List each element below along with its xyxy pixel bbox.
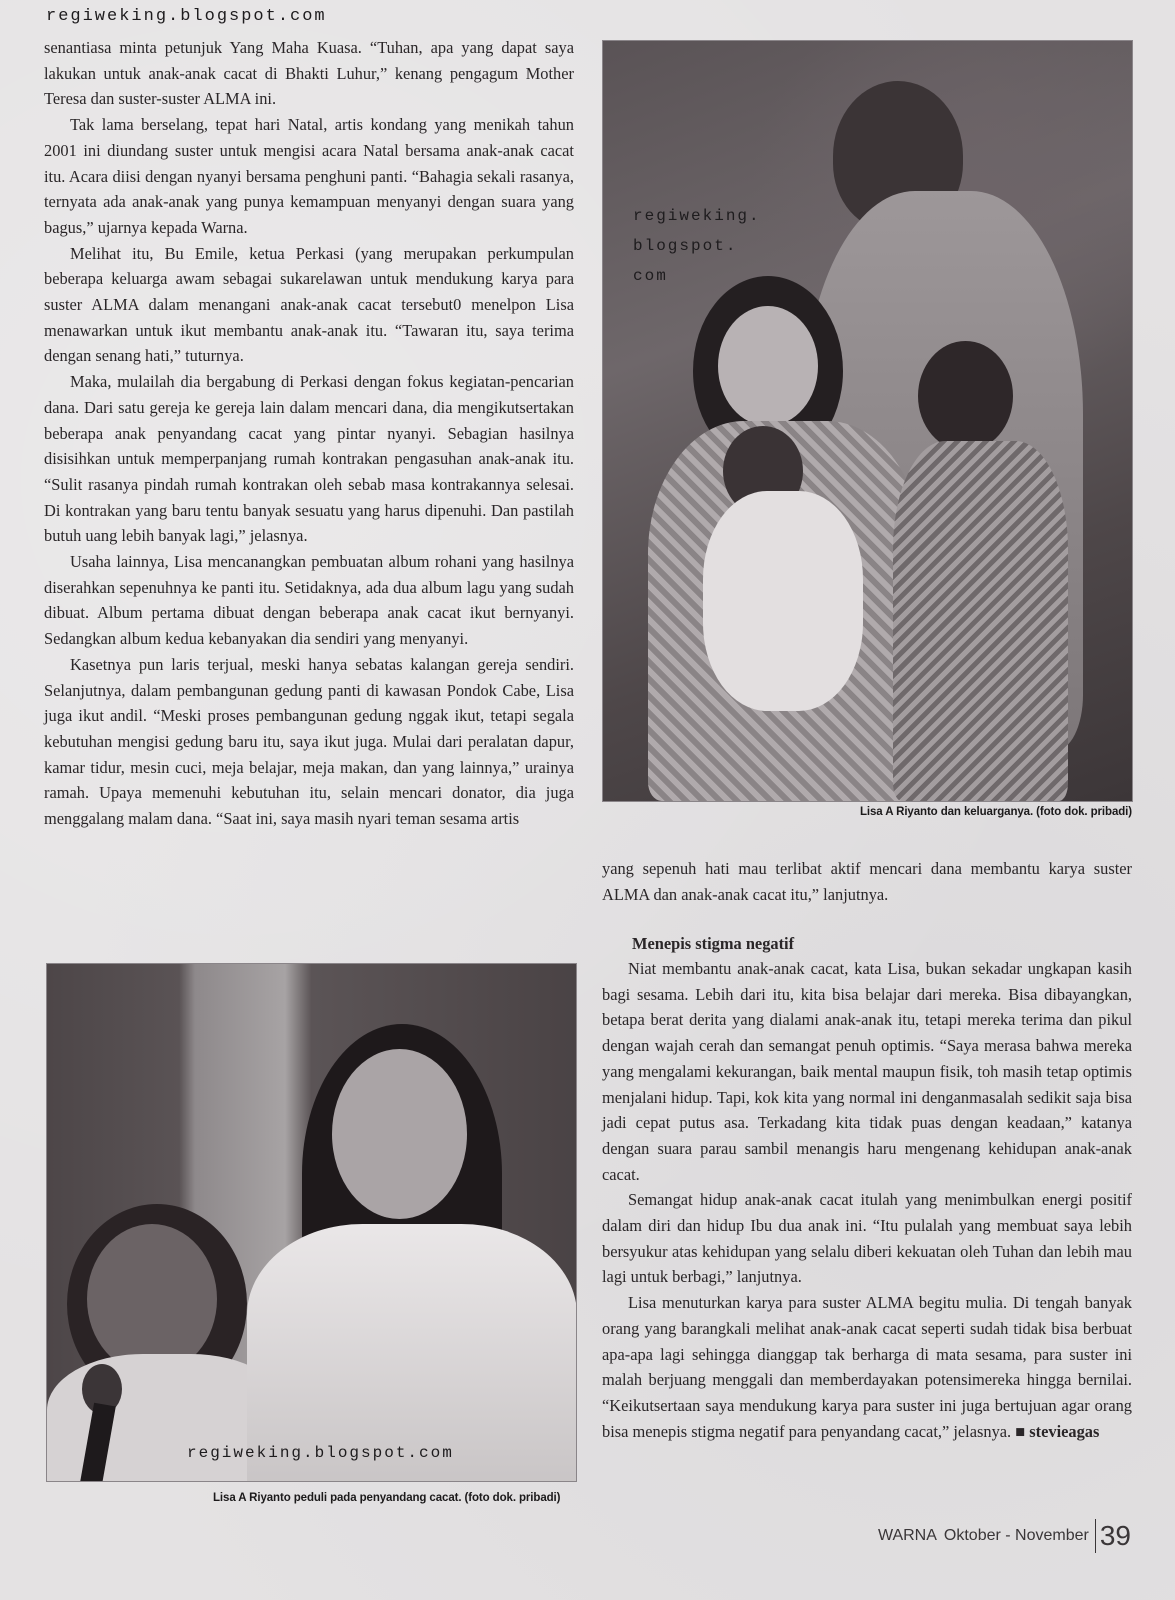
watermark-photo-family <box>633 201 761 291</box>
watermark-line: blogspot. <box>633 237 738 255</box>
end-mark-icon: ■ <box>1015 1421 1026 1441</box>
photo-figure-girl-face <box>87 1224 217 1374</box>
watermark-top: regiweking.blogspot.com <box>46 7 327 26</box>
author-byline: stevieagas <box>1029 1421 1100 1441</box>
watermark-photo-stage: regiweking.blogspot.com <box>187 1444 454 1462</box>
page-footer <box>878 1519 1131 1553</box>
article-column-left <box>44 35 574 832</box>
photo-figure-baby-body <box>703 491 863 711</box>
stage-photo-caption: Lisa A Riyanto peduli pada penyandang cacat. (foto dok. pribadi) <box>213 1492 561 1504</box>
family-photo <box>602 40 1133 802</box>
paragraph: senantiasa minta petunjuk Yang Maha Kuasa. “Tuhan, apa yang dapat saya lakukan untuk anak-anak cacat di Bhakti Luhur,” kenang pengagum Mother Teresa dan suster-suster ALMA ini. <box>44 38 574 109</box>
paragraph: Tak lama berselang, tepat hari Natal, artis kondang yang menikah tahun 2001 ini diundang suster untuk mengisi acara Natal bersama anak-anak cacat itu. Acara diisi dengan nyanyi bersama penghuni panti. “Bahagia sekali rasanya, ternyata ada anak-anak yang punya kemampuan menyanyi dengan suara yang bagus,” ujarnya kepada Warna. <box>44 115 574 237</box>
article-column-right <box>602 932 1132 1444</box>
watermark-line: regiweking. <box>633 207 761 225</box>
paragraph: Niat membantu anak-anak cacat, kata Lisa, bukan sekadar ungkapan kasih bagi sesama. Lebih dari itu, kita bisa belajar dari mereka. Bisa dibayangkan, betapa berat derita yang dialami anak-anak itu, tetapi mereka terima dan pikul dengan wajah cerah dan semangat penuh optimis. “Saya merasa bahwa mereka yang mengalami kekurangan, baik mental maupun fisik, toh masih tetap optimis menjalani hidup. Tapi, kok kita yang normal ini denganmasalah sedikit saja bisa jadi cepat putus asa. Terkadang kita tidak puas dengan keadaan,” katanya dengan suara parau sambil menangis haru mengenang kehidupan anak-anak cacat. <box>602 959 1132 1184</box>
paragraph <box>602 1290 1132 1444</box>
paragraph: Melihat itu, Bu Emile, ketua Perkasi (yang merupakan perkumpulan beberapa keluarga awam sebagai sukarelawan untuk mendukung karya para suster ALMA dalam menangani anak-anak cacat tersebut0 menelpon Lisa menawarkan untuk ikut membantu anak-anak itu. “Tawaran itu, saya terima dengan senang hati,” tuturnya. <box>44 243 574 366</box>
photo-figure-boy-body <box>893 441 1068 801</box>
magazine-name: WARNA <box>877 1527 937 1544</box>
footer-divider <box>1095 1519 1096 1553</box>
page-number: 39 <box>1099 1520 1131 1551</box>
paragraph: yang sepenuh hati mau terlibat aktif mencari dana membantu karya suster ALMA dan anak-anak cacat itu,” lanjutnya. <box>602 859 1132 904</box>
paragraph: Kasetnya pun laris terjual, meski hanya sebatas kalangan gereja sendiri. Selanjutnya, dalam pembangunan gedung panti di kawasan Pondok Cabe, Lisa juga ikut andil. “Meski proses pembangunan gedung nggak ikut, tetapi segala kebutuhan mengisi gedung baru itu, saya ikut juga. Mulai dari peralatan dapur, kamar tidur, mesin cuci, meja belajar, meja makan, dan yang lainnya,” urainya ramah. Upaya memenuhi kebutuhan itu, selain mencari donator, dia juga menggalang malam dana. “Saat ini, saya masih nyari teman sesama artis <box>44 654 574 829</box>
stage-photo <box>46 963 577 1482</box>
issue-label: Oktober - November <box>943 1527 1089 1544</box>
watermark-line: com <box>633 267 668 285</box>
paragraph: Usaha lainnya, Lisa mencanangkan pembuatan album rohani yang hasilnya diserahkan sepenuhnya ke panti itu. Setidaknya, ada dua album lagu yang sudah dibuat. Album pertama dibuat dengan beberapa anak cacat ikut bernyanyi. Sedangkan album kedua kebanyakan dia sendiri yang menyanyi. <box>44 552 574 649</box>
article-column-right-continuation <box>602 856 1132 907</box>
paragraph: Maka, mulailah dia bergabung di Perkasi dengan fokus kegiatan-pencarian dana. Dari satu gereja ke gereja lain dalam mencari dana, dia mengikutsertakan beberapa anak penyandang cacat yang pintar nyanyi. Sebagian hasilnya disisihkan untuk memperpanjang rumah kontrakan pengasuhan anak-anak itu. “Sulit rasanya pindah rumah kontrakan oleh sebab masa kontrakannya selesai. Di kontrakan yang baru tentu banyak sesuatu yang harus dipenuhi. Dan pastilah butuh uang lebih banyak lagi,” jelasnya. <box>44 372 574 546</box>
section-subheading: Menepis stigma negatif <box>632 934 795 953</box>
paragraph-text: Lisa menuturkan karya para suster ALMA begitu mulia. Di tengah banyak orang yang barangkali melihat anak-anak cacat seperti sudah tidak bisa berbuat apa-apa lagi sehingga dianggap tak berharga di mata sesama, para suster ini malah berjuang menggali dan memberdayakan potensimereka hingga bernilai. “Keikutsertaan saya mendukung karya para suster ini juga bertujuan agar orang bisa menepis stigma negatif para penyandang cacat,” jelasnya. <box>602 1293 1132 1441</box>
photo-figure-mother-face <box>718 306 818 426</box>
photo-figure-woman-face <box>332 1049 467 1219</box>
paragraph: Semangat hidup anak-anak cacat itulah yang menimbulkan energi positif dalam diri dan hidup Ibu dua anak ini. “Itu pulalah yang membuat saya lebih bersyukur atas kehidupan yang selalu diberi kekuatan oleh Tuhan dan lebih mau lagi untuk berbagi,” lanjutnya. <box>602 1190 1132 1287</box>
photo-figure-boy-head <box>918 341 1013 451</box>
family-photo-caption: Lisa A Riyanto dan keluarganya. (foto dok. pribadi) <box>859 806 1132 818</box>
